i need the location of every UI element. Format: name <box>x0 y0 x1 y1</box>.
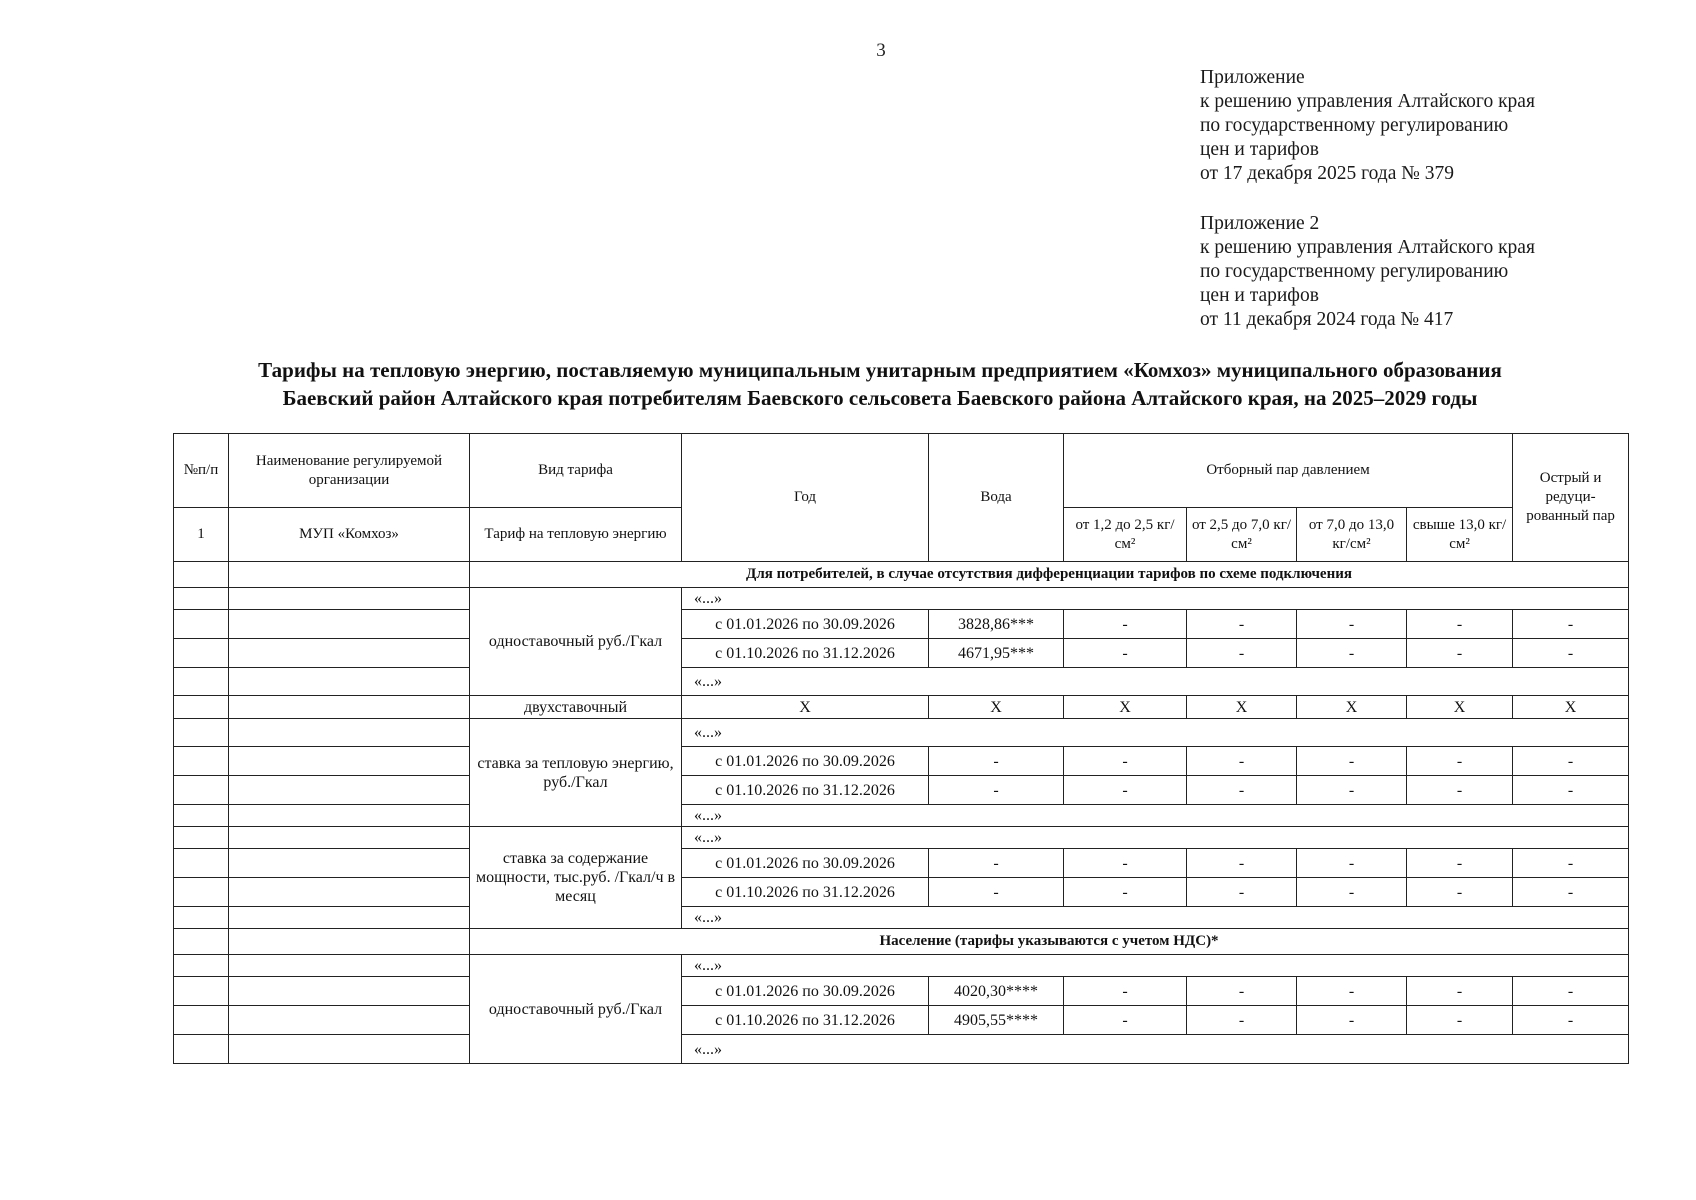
empty-cell <box>229 1035 470 1064</box>
empty-cell <box>174 588 229 610</box>
dash-cell: - <box>1064 776 1187 805</box>
dash-cell: - <box>1297 849 1407 878</box>
empty-cell <box>174 977 229 1006</box>
dash-cell: - <box>1064 639 1187 668</box>
empty-cell <box>174 719 229 747</box>
period-cell: с 01.01.2026 по 30.09.2026 <box>682 610 929 639</box>
dash-cell: - <box>1187 610 1297 639</box>
empty-cell <box>174 929 229 955</box>
dash-cell: - <box>1187 878 1297 907</box>
empty-cell <box>174 955 229 977</box>
dash-cell: - <box>1407 878 1513 907</box>
dash-cell: - <box>1407 1006 1513 1035</box>
header-steam-4: свыше 13,0 кг/см² <box>1407 508 1513 562</box>
header-org: Наименование регулируемой организации <box>229 434 470 508</box>
header-steam-1: от 1,2 до 2,5 кг/см² <box>1064 508 1187 562</box>
dash-cell: - <box>1187 849 1297 878</box>
appendix-line: от 11 декабря 2024 года № 417 <box>1200 309 1454 330</box>
empty-cell <box>229 668 470 696</box>
ellipsis-row: «...» <box>682 668 1629 696</box>
empty-cell <box>229 929 470 955</box>
dash-cell: - <box>1513 610 1629 639</box>
dash-cell: - <box>1513 776 1629 805</box>
dash-cell: - <box>929 878 1064 907</box>
appendix-line: Приложение <box>1200 67 1305 88</box>
water-value: 4671,95*** <box>929 639 1064 668</box>
appendix-line: к решению управления Алтайского края <box>1200 237 1535 258</box>
tariff-heat-energy: Тариф на тепловую энергию <box>470 508 682 562</box>
empty-cell <box>174 562 229 588</box>
appendix-line: к решению управления Алтайского края <box>1200 91 1535 112</box>
period-cell: с 01.01.2026 по 30.09.2026 <box>682 849 929 878</box>
dash-cell: - <box>1407 639 1513 668</box>
dash-cell: - <box>1407 977 1513 1006</box>
appendix-line: цен и тарифов <box>1200 285 1319 306</box>
appendix-line: от 17 декабря 2025 года № 379 <box>1200 163 1454 184</box>
empty-cell <box>174 878 229 907</box>
dash-cell: - <box>1513 849 1629 878</box>
period-cell: с 01.01.2026 по 30.09.2026 <box>682 747 929 776</box>
header-sharp-steam: Острый и редуци-рованный пар <box>1513 434 1629 562</box>
document-title <box>140 356 1620 412</box>
empty-cell <box>174 610 229 639</box>
empty-cell <box>229 747 470 776</box>
dash-cell: - <box>1187 1006 1297 1035</box>
empty-cell <box>229 849 470 878</box>
tariff-energy-rate: ставка за тепловую энергию, руб./Гкал <box>470 719 682 827</box>
section-heading-2: Население (тарифы указываются с учетом НДС)* <box>470 929 1629 955</box>
period-cell: с 01.01.2026 по 30.09.2026 <box>682 977 929 1006</box>
dash-cell: - <box>1407 747 1513 776</box>
dash-cell: - <box>1064 1006 1187 1035</box>
water-value: 4905,55**** <box>929 1006 1064 1035</box>
x-cell: X <box>1297 696 1407 719</box>
section-heading-1: Для потребителей, в случае отсутствия дифференциации тарифов по схеме подключения <box>470 562 1629 588</box>
empty-cell <box>174 776 229 805</box>
empty-cell <box>229 955 470 977</box>
dash-cell: - <box>1187 776 1297 805</box>
tariff-one-rate-population: одноставочный руб./Гкал <box>470 955 682 1064</box>
x-cell: X <box>929 696 1064 719</box>
empty-cell <box>229 639 470 668</box>
empty-cell <box>229 827 470 849</box>
x-cell: X <box>1407 696 1513 719</box>
dash-cell: - <box>1297 747 1407 776</box>
header-tariff-type: Вид тарифа <box>470 434 682 508</box>
empty-cell <box>174 1006 229 1035</box>
ellipsis-row: «...» <box>682 907 1629 929</box>
tariff-capacity-rate: ставка за содержание мощности, тыс.руб. /Гкал/ч в месяц <box>470 827 682 929</box>
dash-cell: - <box>1064 878 1187 907</box>
x-cell: X <box>1513 696 1629 719</box>
header-steam-3: от 7,0 до 13,0 кг/см² <box>1297 508 1407 562</box>
dash-cell: - <box>1407 849 1513 878</box>
ellipsis-row: «...» <box>682 1035 1629 1064</box>
empty-cell <box>229 696 470 719</box>
appendix-line: по государственному регулированию <box>1200 261 1509 282</box>
ellipsis-row: «...» <box>682 588 1629 610</box>
dash-cell: - <box>1297 977 1407 1006</box>
appendix-block-2 <box>1200 212 1640 332</box>
tariff-one-rate: одноставочный руб./Гкал <box>470 588 682 696</box>
dash-cell: - <box>929 747 1064 776</box>
empty-cell <box>174 907 229 929</box>
dash-cell: - <box>1513 639 1629 668</box>
dash-cell: - <box>929 776 1064 805</box>
dash-cell: - <box>1187 639 1297 668</box>
empty-cell <box>229 610 470 639</box>
tariff-table <box>173 433 1629 1064</box>
empty-cell <box>174 1035 229 1064</box>
x-cell: X <box>1064 696 1187 719</box>
dash-cell: - <box>1187 747 1297 776</box>
appendix-line: цен и тарифов <box>1200 139 1319 160</box>
header-steam-group: Отборный пар давлением <box>1064 434 1513 508</box>
title-line-1: Тарифы на тепловую энергию, поставляемую муниципальным унитарным предприятием «Комхоз» муниципального образования <box>258 358 1502 382</box>
ellipsis-row: «...» <box>682 719 1629 747</box>
empty-cell <box>229 588 470 610</box>
empty-cell <box>229 907 470 929</box>
dash-cell: - <box>1513 878 1629 907</box>
period-cell: с 01.10.2026 по 31.12.2026 <box>682 1006 929 1035</box>
period-cell: с 01.10.2026 по 31.12.2026 <box>682 776 929 805</box>
title-line-2: Баевский район Алтайского края потребителям Баевского сельсовета Баевского района Алтайского края, на 2025–2029 годы <box>282 386 1478 410</box>
empty-cell <box>174 805 229 827</box>
period-cell: с 01.10.2026 по 31.12.2026 <box>682 878 929 907</box>
header-water: Вода <box>929 434 1064 562</box>
dash-cell: - <box>1064 747 1187 776</box>
x-cell: X <box>682 696 929 719</box>
dash-cell: - <box>1297 878 1407 907</box>
row-num-1: 1 <box>174 508 229 562</box>
appendix-line: Приложение 2 <box>1200 213 1320 234</box>
dash-cell: - <box>1064 610 1187 639</box>
x-cell: X <box>1187 696 1297 719</box>
empty-cell <box>174 639 229 668</box>
dash-cell: - <box>1064 849 1187 878</box>
empty-cell <box>229 805 470 827</box>
empty-cell <box>229 1006 470 1035</box>
dash-cell: - <box>1297 639 1407 668</box>
dash-cell: - <box>1513 977 1629 1006</box>
period-cell: с 01.10.2026 по 31.12.2026 <box>682 639 929 668</box>
dash-cell: - <box>1513 747 1629 776</box>
empty-cell <box>229 977 470 1006</box>
empty-cell <box>174 696 229 719</box>
dash-cell: - <box>1407 776 1513 805</box>
dash-cell: - <box>1187 977 1297 1006</box>
empty-cell <box>229 878 470 907</box>
dash-cell: - <box>929 849 1064 878</box>
empty-cell <box>229 776 470 805</box>
empty-cell <box>229 562 470 588</box>
dash-cell: - <box>1064 977 1187 1006</box>
water-value: 3828,86*** <box>929 610 1064 639</box>
dash-cell: - <box>1407 610 1513 639</box>
header-num: №п/п <box>174 434 229 508</box>
empty-cell <box>174 668 229 696</box>
dash-cell: - <box>1513 1006 1629 1035</box>
header-year: Год <box>682 434 929 562</box>
dash-cell: - <box>1297 776 1407 805</box>
org-name: МУП «Комхоз» <box>229 508 470 562</box>
dash-cell: - <box>1297 1006 1407 1035</box>
empty-cell <box>229 719 470 747</box>
appendix-block-1 <box>1200 66 1640 186</box>
page-number: 3 <box>876 40 886 61</box>
empty-cell <box>174 827 229 849</box>
empty-cell <box>174 849 229 878</box>
tariff-two-rate: двухставочный <box>470 696 682 719</box>
ellipsis-row: «...» <box>682 827 1629 849</box>
ellipsis-row: «...» <box>682 955 1629 977</box>
empty-cell <box>174 747 229 776</box>
appendix-line: по государственному регулированию <box>1200 115 1509 136</box>
water-value: 4020,30**** <box>929 977 1064 1006</box>
ellipsis-row: «...» <box>682 805 1629 827</box>
header-steam-2: от 2,5 до 7,0 кг/см² <box>1187 508 1297 562</box>
dash-cell: - <box>1297 610 1407 639</box>
